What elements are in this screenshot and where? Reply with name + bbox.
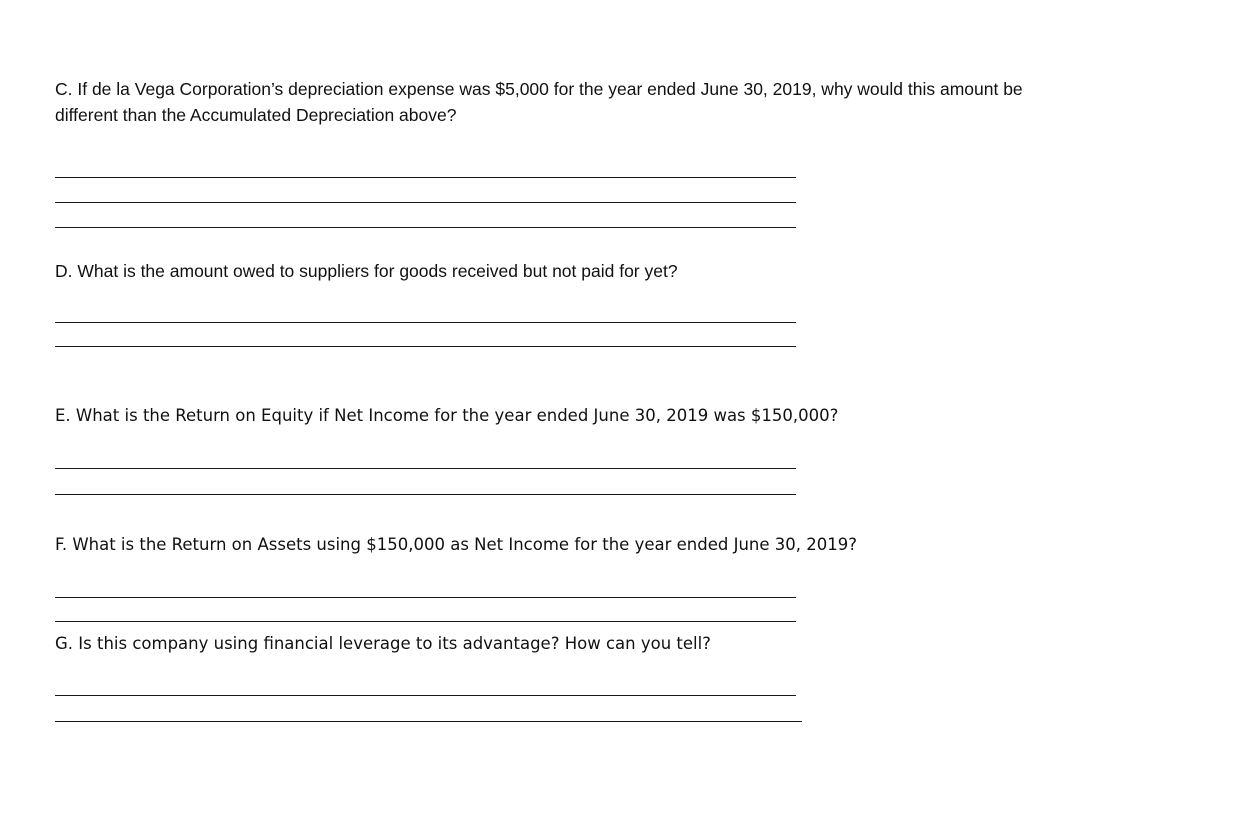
question-g-text: G. Is this company using financial leverage to its advantage? How can you tell? xyxy=(55,634,711,653)
question-c-text-line1: C. If de la Vega Corporation’s depreciation expense was $5,000 for the year ended June 30, 2019, why would this amount be xyxy=(55,79,1023,99)
answer-line-c-3[interactable] xyxy=(55,227,796,228)
answer-line-d-1[interactable] xyxy=(55,322,796,323)
question-f-text: F. What is the Return on Assets using $150,000 as Net Income for the year ended June 30, 2019? xyxy=(55,535,857,554)
answer-line-d-2[interactable] xyxy=(55,346,796,347)
answer-line-e-2[interactable] xyxy=(55,494,796,495)
question-e-text: E. What is the Return on Equity if Net Income for the year ended June 30, 2019 was $150,000? xyxy=(55,406,839,425)
question-c-text-line2: different than the Accumulated Depreciation above? xyxy=(55,105,457,125)
answer-line-e-1[interactable] xyxy=(55,468,796,469)
answer-line-c-1[interactable] xyxy=(55,177,796,178)
question-d-text: D. What is the amount owed to suppliers for goods received but not paid for yet? xyxy=(55,261,678,281)
answer-line-g-1[interactable] xyxy=(55,695,796,696)
answer-line-f-1[interactable] xyxy=(55,597,796,598)
answer-line-f-2[interactable] xyxy=(55,621,796,622)
answer-line-g-2[interactable] xyxy=(55,721,802,722)
answer-line-c-2[interactable] xyxy=(55,202,796,203)
